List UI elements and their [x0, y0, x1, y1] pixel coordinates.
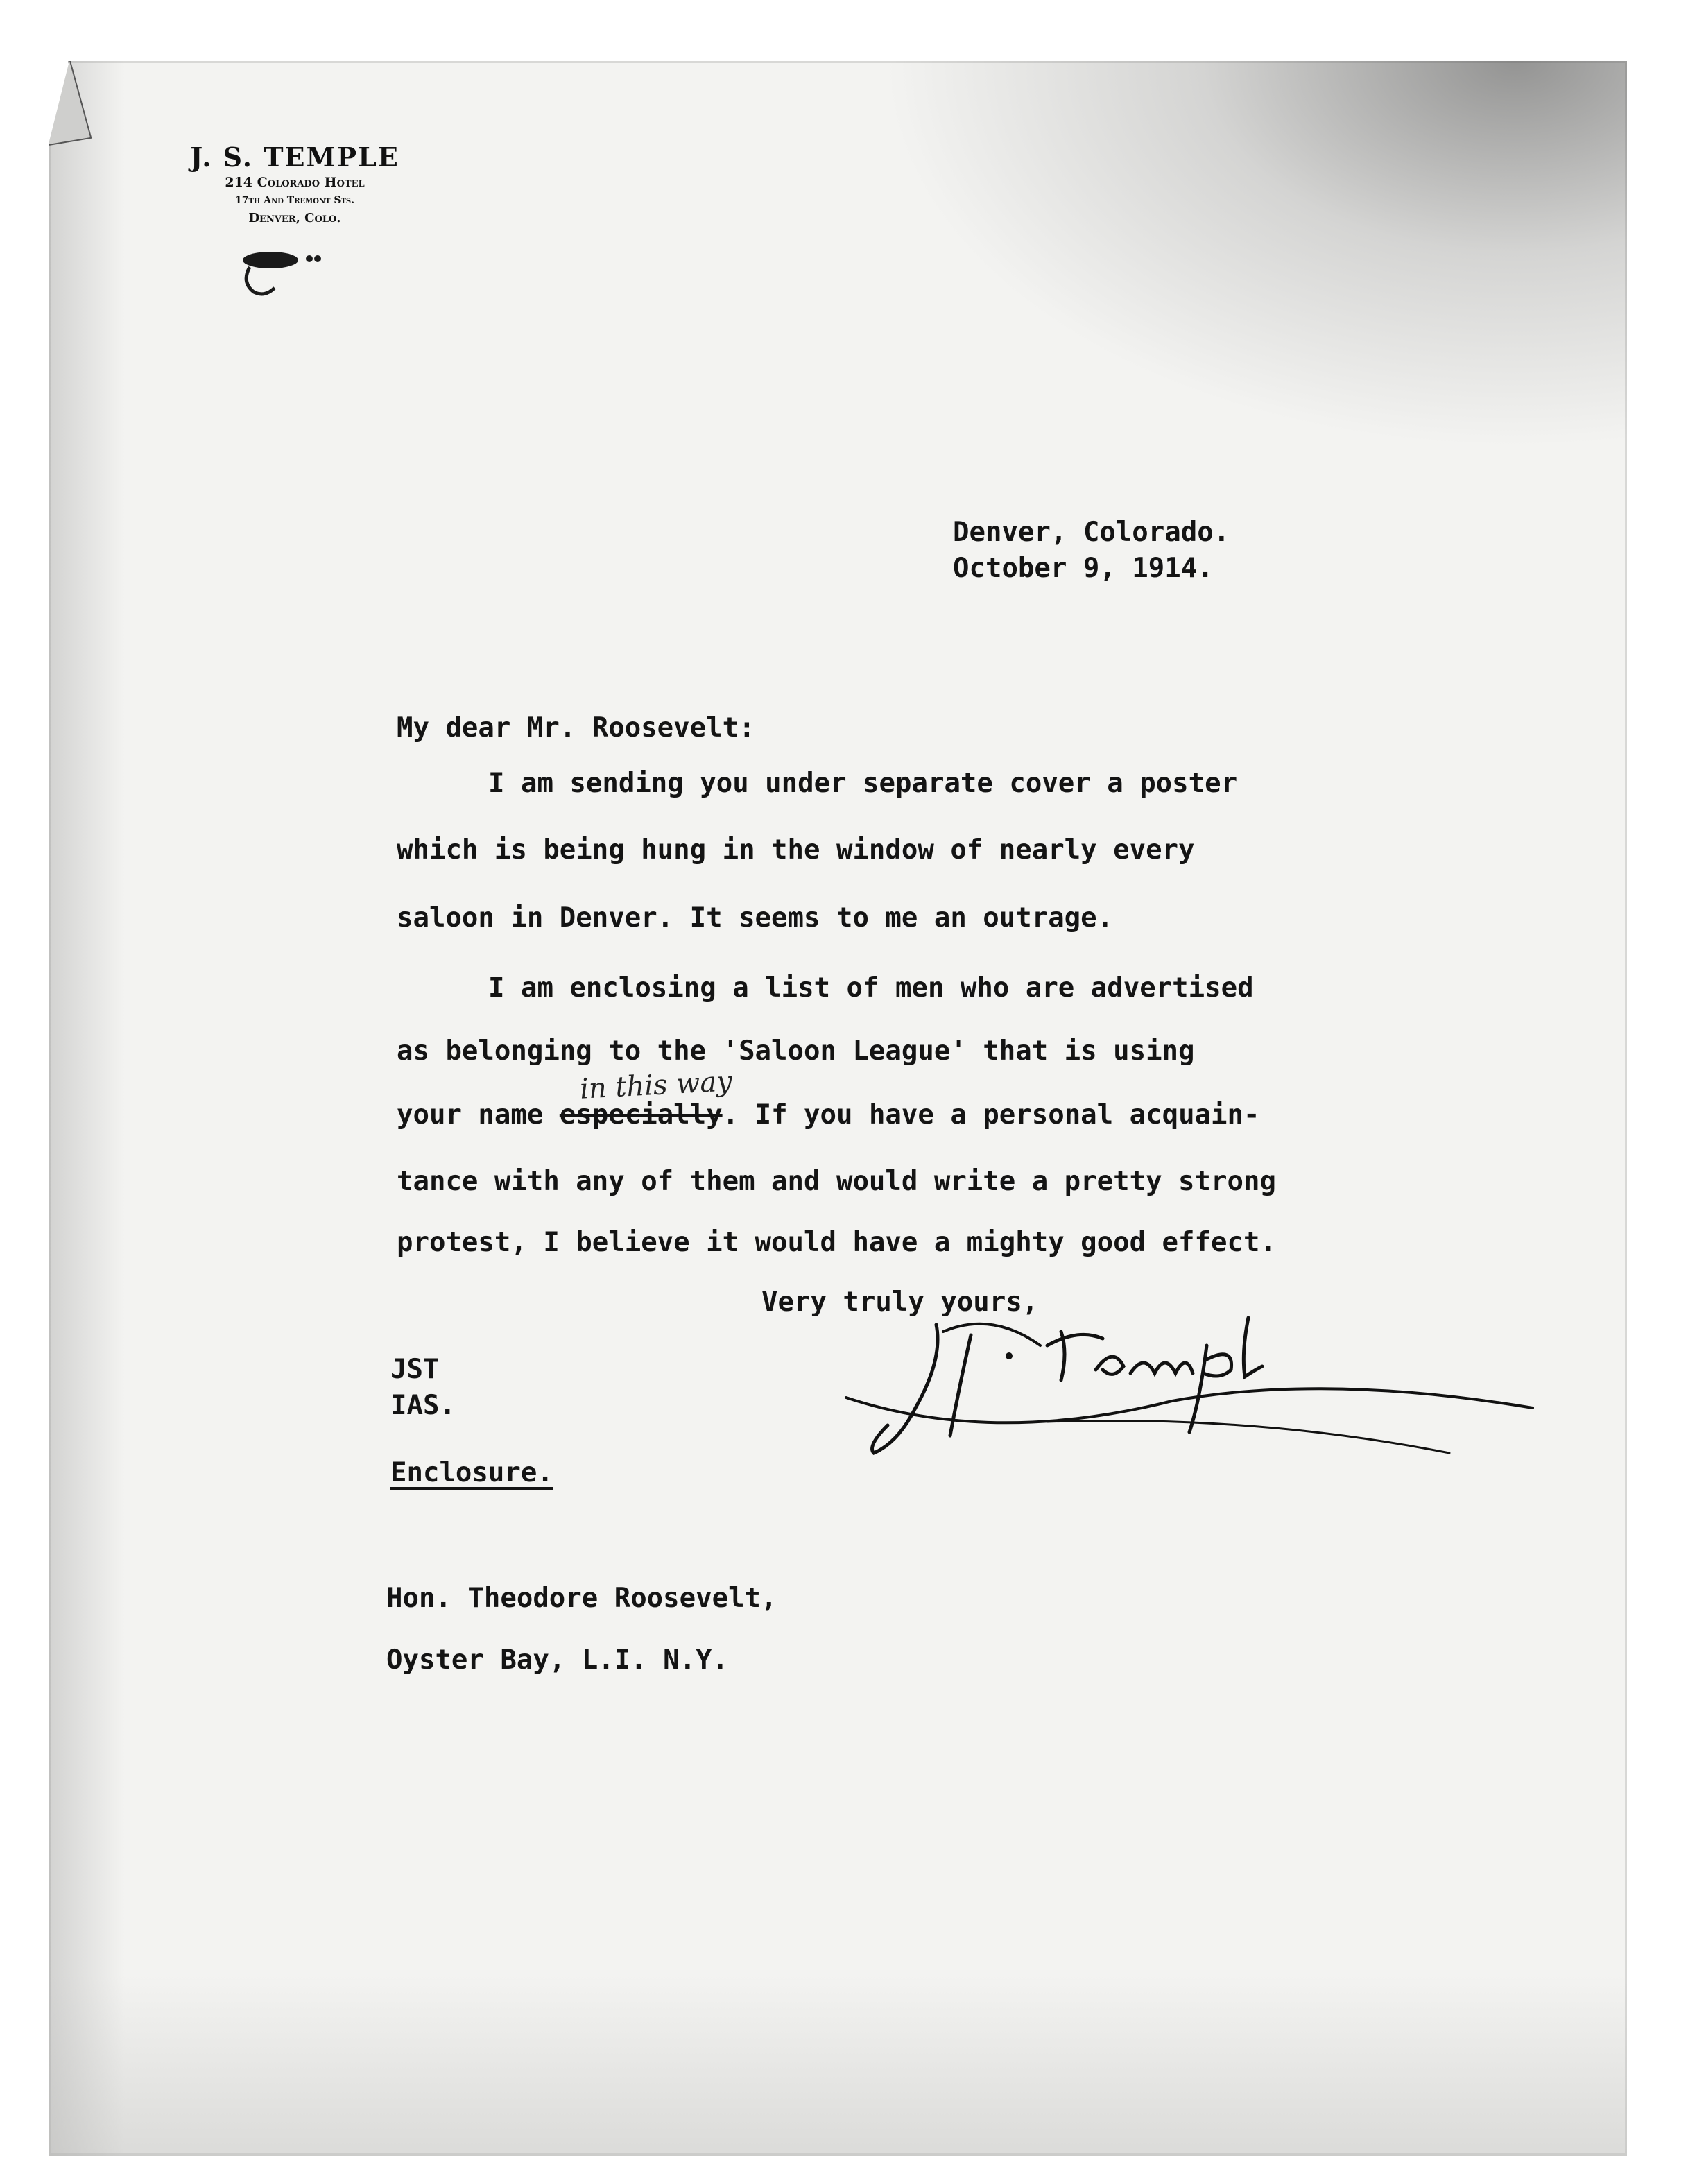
body-line: protest, I believe it would have a mighty good effect.	[397, 1227, 1276, 1258]
letterhead-street: 17th And Tremont Sts.	[234, 195, 355, 206]
body-line: I am enclosing a list of men who are advertised	[488, 972, 1254, 1004]
body-line: which is being hung in the window of nearly every	[397, 834, 1195, 866]
body-text: your name	[397, 1099, 560, 1130]
folded-corner-icon	[49, 61, 132, 158]
body-text: . If you have a personal acquain-	[722, 1099, 1260, 1130]
letterhead-hotel: 214 Colorado Hotel	[225, 175, 365, 190]
body-line: as belonging to the 'Saloon League' that is using	[397, 1035, 1195, 1067]
dateline-date: October 9, 1914.	[953, 553, 1214, 584]
salutation: My dear Mr. Roosevelt:	[397, 712, 755, 743]
body-line: tance with any of them and would write a pretty strong	[397, 1166, 1276, 1197]
body-line: saloon in Denver. It seems to me an outrage.	[397, 902, 1114, 934]
author-initials: JST	[390, 1354, 440, 1385]
enclosure-notation: Enclosure.	[390, 1457, 553, 1488]
struck-word: especially	[559, 1099, 723, 1130]
dateline-place: Denver, Colorado.	[953, 517, 1230, 548]
body-line: I am sending you under separate cover a poster	[488, 768, 1238, 799]
signature	[839, 1304, 1560, 1470]
letterhead-city: Denver, Colo.	[248, 211, 341, 225]
handwritten-insertion: in this way	[578, 1065, 733, 1106]
paper-shadow-left	[49, 61, 125, 2156]
paper-shadow-bottom	[49, 1975, 1627, 2156]
body-line-with-correction	[397, 1101, 1259, 1128]
letterhead	[139, 142, 451, 228]
typist-initials: IAS.	[390, 1390, 456, 1421]
paper-shadow	[881, 61, 1627, 449]
addressee-address: Oyster Bay, L.I. N.Y.	[386, 1644, 729, 1676]
addressee-name: Hon. Theodore Roosevelt,	[386, 1583, 777, 1614]
union-label-icon	[229, 246, 347, 302]
closing: Very truly yours,	[761, 1287, 1039, 1318]
letterhead-name: J. S. TEMPLE	[190, 141, 399, 173]
